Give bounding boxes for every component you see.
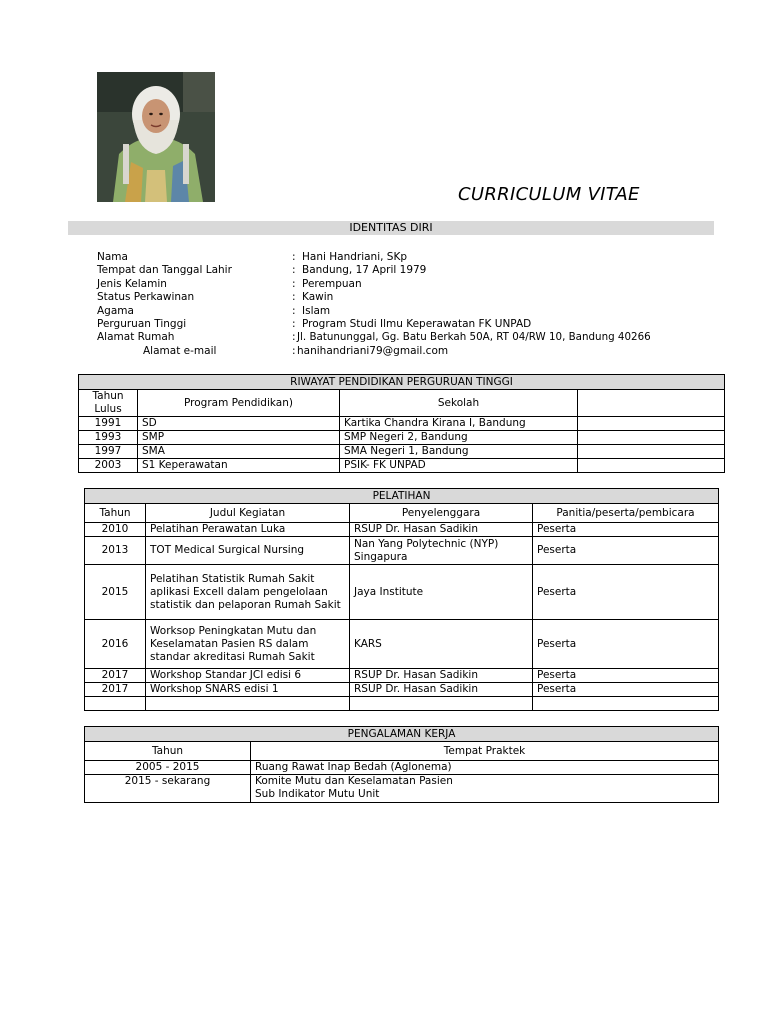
- field-value-alamat-rumah: Jl. Batununggal, Gg. Batu Berkah 50A, RT 04/RW 10, Bandung 40266: [297, 331, 651, 344]
- cell-program: SMA: [138, 445, 340, 459]
- cell-judul: TOT Medical Surgical Nursing: [146, 537, 350, 565]
- field-label-email: Alamat e-mail: [143, 344, 217, 357]
- cell-penyelenggara: Nan Yang Polytechnic (NYP) Singapura: [350, 537, 533, 565]
- page-title: CURRICULUM VITAE: [458, 184, 640, 205]
- pengalaman-section-title: PENGALAMAN KERJA: [85, 727, 719, 742]
- col-header-empty: [578, 390, 725, 417]
- cell-tempat-line: Komite Mutu dan Keselamatan Pasien: [255, 775, 453, 787]
- table-row: [79, 459, 725, 473]
- table-row: [85, 761, 719, 775]
- cell-tahun: 1993: [79, 431, 138, 445]
- cell-tahun: 2003: [79, 459, 138, 473]
- field-colon: :: [292, 277, 296, 290]
- field-colon: :: [292, 251, 296, 263]
- cell-tahun: 2015 - sekarang: [85, 775, 251, 803]
- cell-penyelenggara: KARS: [350, 620, 533, 669]
- table-row: [85, 669, 719, 683]
- table-row: [85, 697, 719, 711]
- cell-peran: [533, 697, 719, 711]
- table-row: [79, 445, 725, 459]
- field-label-jenis-kelamin: Jenis Kelamin: [97, 277, 167, 290]
- cell-judul: Workshop Standar JCI edisi 6: [146, 669, 350, 683]
- field-value-nama: Hani Handriani, SKp: [302, 251, 408, 263]
- field-colon: :: [292, 291, 296, 304]
- table-row: [85, 523, 719, 537]
- cell-program: SMP: [138, 431, 340, 445]
- field-colon: :: [292, 304, 296, 317]
- cell-empty: [578, 445, 725, 459]
- cell-tahun: 2013: [85, 537, 146, 565]
- col-header-sekolah: Sekolah: [340, 390, 578, 417]
- cell-sekolah: SMA Negeri 1, Bandung: [340, 445, 578, 459]
- field-value-status: Kawin: [302, 291, 334, 304]
- col-header-tahun: Tahun: [85, 742, 251, 761]
- cell-judul: Pelatihan Perawatan Luka: [146, 523, 350, 537]
- col-header-tahun-lulus: Tahun Lulus: [79, 390, 138, 417]
- cell-sekolah: Kartika Chandra Kirana I, Bandung: [340, 417, 578, 431]
- pelatihan-section-title: PELATIHAN: [85, 489, 719, 504]
- pengalaman-table: [84, 726, 719, 803]
- field-label-perguruan-tinggi: Perguruan Tinggi: [97, 318, 187, 330]
- col-header-penyelenggara: Penyelenggara: [350, 504, 533, 523]
- cell-tempat: Ruang Rawat Inap Bedah (Aglonema): [251, 761, 719, 775]
- field-value-agama: Islam: [302, 304, 331, 317]
- field-label-alamat-rumah: Alamat Rumah: [97, 331, 175, 344]
- cell-program: SD: [138, 417, 340, 431]
- cell-tahun: 2005 - 2015: [85, 761, 251, 775]
- cell-peran: Peserta: [533, 523, 719, 537]
- cell-tahun: 2010: [85, 523, 146, 537]
- cell-judul: [146, 697, 350, 711]
- cell-judul: Workshop SNARS edisi 1: [146, 683, 350, 697]
- cell-empty: [578, 431, 725, 445]
- cell-peran: Peserta: [533, 537, 719, 565]
- cell-tahun: 2017: [85, 683, 146, 697]
- cell-tahun: 2015: [85, 565, 146, 620]
- col-header-judul: Judul Kegiatan: [146, 504, 350, 523]
- table-row: [79, 431, 725, 445]
- field-colon: :: [292, 264, 296, 277]
- pendidikan-section-title: RIWAYAT PENDIDIKAN PERGURUAN TINGGI: [79, 375, 725, 390]
- pendidikan-table: [78, 374, 725, 473]
- cell-empty: [578, 417, 725, 431]
- table-row: [85, 775, 719, 803]
- cell-tempat: [251, 775, 719, 803]
- cell-sekolah: PSIK- FK UNPAD: [340, 459, 578, 473]
- identitas-section-title: IDENTITAS DIRI: [68, 221, 714, 235]
- cell-tahun: 1991: [79, 417, 138, 431]
- cell-penyelenggara: RSUP Dr. Hasan Sadikin: [350, 683, 533, 697]
- cell-tahun: [85, 697, 146, 711]
- table-row: [85, 565, 719, 620]
- cell-tahun: 1997: [79, 445, 138, 459]
- table-row: [85, 683, 719, 697]
- cell-penyelenggara: [350, 697, 533, 711]
- cell-tempat-line: Sub Indikator Mutu Unit: [255, 788, 380, 800]
- cell-penyelenggara: RSUP Dr. Hasan Sadikin: [350, 523, 533, 537]
- profile-photo: [97, 72, 215, 202]
- field-value-email: hanihandriani79@gmail.com: [297, 344, 449, 357]
- field-value-perguruan-tinggi: Program Studi Ilmu Keperawatan FK UNPAD: [302, 318, 532, 330]
- field-value-jenis-kelamin: Perempuan: [302, 277, 362, 290]
- cell-judul: Worksop Peningkatan Mutu dan Keselamatan Pasien RS dalam standar akreditasi Rumah Sakit: [146, 620, 350, 669]
- cell-peran: Peserta: [533, 565, 719, 620]
- pelatihan-table: [84, 488, 719, 711]
- portrait-photo-icon: [97, 72, 215, 202]
- cell-peran: Peserta: [533, 683, 719, 697]
- table-row: [85, 537, 719, 565]
- cell-sekolah: SMP Negeri 2, Bandung: [340, 431, 578, 445]
- cell-program: S1 Keperawatan: [138, 459, 340, 473]
- field-label-ttl: Tempat dan Tanggal Lahir: [97, 264, 232, 277]
- cell-peran: Peserta: [533, 620, 719, 669]
- field-label-status: Status Perkawinan: [97, 291, 195, 304]
- field-value-ttl: Bandung, 17 April 1979: [302, 264, 427, 277]
- field-colon: :: [292, 344, 296, 357]
- cell-tahun: 2016: [85, 620, 146, 669]
- table-row: [85, 620, 719, 669]
- cell-judul: Pelatihan Statistik Rumah Sakit aplikasi Excell dalam pengelolaan statistik dan pelaporan Rumah Sakit: [146, 565, 350, 620]
- cell-tahun: 2017: [85, 669, 146, 683]
- cell-peran: Peserta: [533, 669, 719, 683]
- field-label-agama: Agama: [97, 304, 134, 317]
- field-colon: :: [292, 331, 296, 344]
- cell-penyelenggara: RSUP Dr. Hasan Sadikin: [350, 669, 533, 683]
- col-header-program: Program Pendidikan): [138, 390, 340, 417]
- col-header-tahun: Tahun: [85, 504, 146, 523]
- table-row: [79, 417, 725, 431]
- col-header-tempat: Tempat Praktek: [251, 742, 719, 761]
- col-header-peran: Panitia/peserta/pembicara: [533, 504, 719, 523]
- cell-penyelenggara: Jaya Institute: [350, 565, 533, 620]
- field-label-nama: Nama: [97, 251, 128, 263]
- field-colon: :: [292, 318, 296, 330]
- cell-empty: [578, 459, 725, 473]
